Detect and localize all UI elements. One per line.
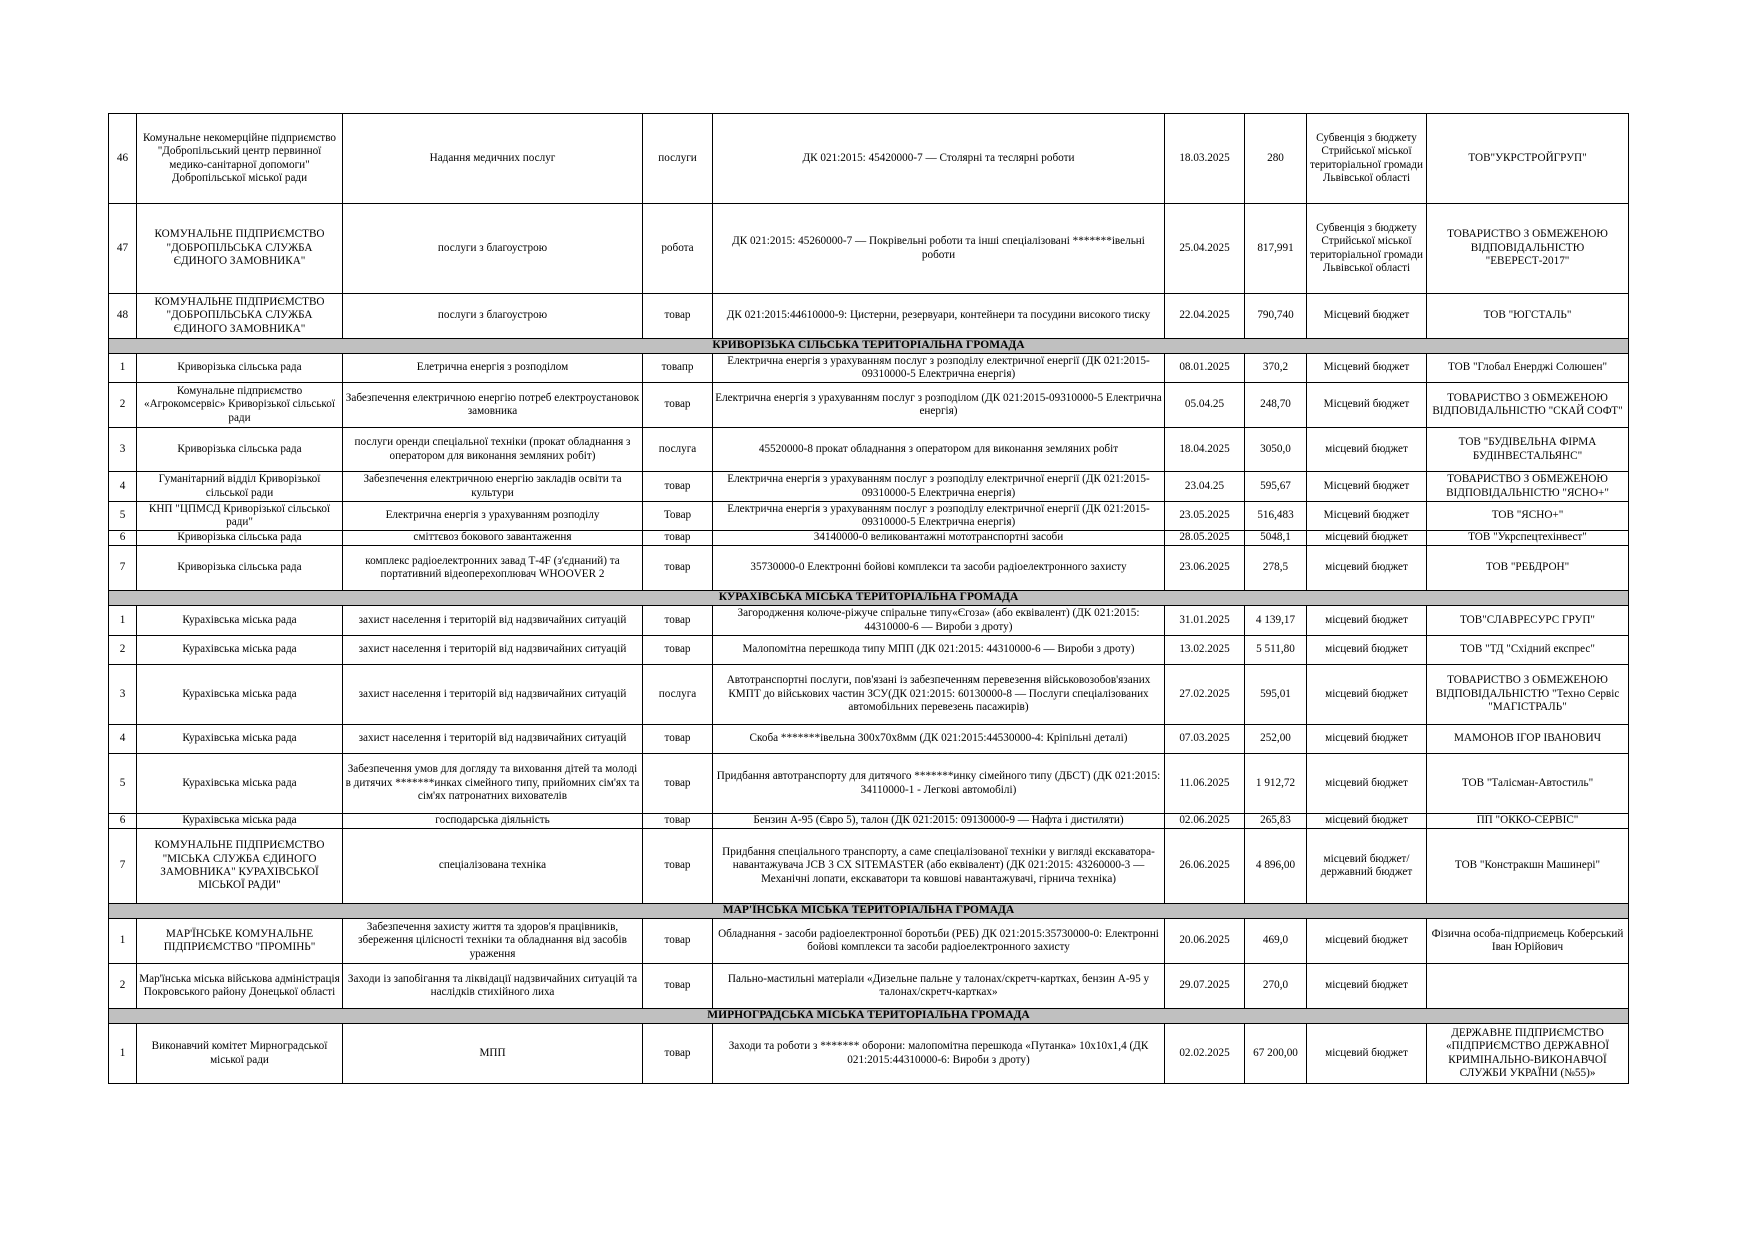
section-header-row — [109, 339, 1629, 354]
purchase-subject: Надання медичних послуг — [343, 114, 643, 204]
table-row — [109, 531, 1629, 546]
supplier-name: ТОВ"СЛАВРЕСУРС ГРУП" — [1427, 606, 1629, 636]
cpv-code: Придбання спеціального транспорту, а саме спеціалізованої техніки у вигляді екскаватора-навантажувача JCB 3 CX SITEMASTER (або еквівалент) (ДК 021:2015: 43260000-3 — Механічні лопати, екскаватори та ковшові навантажувачі, гірнича техніка) — [713, 829, 1165, 904]
purchase-subject: Заходи із запобігання та ліквідації надзвичайних ситуацій та наслідків стихійного лиха — [343, 964, 643, 1009]
purchase-subject: комплекс радіоелектронних завад Т-4F (з'єднаний) та портативний відеоперехоплювач WHOOVER 2 — [343, 546, 643, 591]
contract-amount: 67 200,00 — [1245, 1024, 1307, 1084]
cpv-code: Електрична енергія з урахуванням послуг з розподілом (ДК 021:2015-09310000-5 Електрична енергія) — [713, 383, 1165, 428]
row-number: 6 — [109, 814, 137, 829]
purchase-type: послуги — [643, 114, 713, 204]
purchase-subject: послуги оренди спеціальної техніки (прокат обладнання з оператором для виконання земляних робіт) — [343, 428, 643, 472]
customer-name: Комунальне некомерційне підприємство "Добропільський центр первинної медико-санітарної допомоги" Добропільської міської ради — [137, 114, 343, 204]
row-number: 3 — [109, 665, 137, 725]
funding-source: місцевий бюджет — [1307, 964, 1427, 1009]
supplier-name: ТОВ "РЕБДРОН" — [1427, 546, 1629, 591]
customer-name: КОМУНАЛЬНЕ ПІДПРИЄМСТВО "ДОБРОПІЛЬСЬКА СЛУЖБА ЄДИНОГО ЗАМОВНИКА" — [137, 294, 343, 339]
cpv-code: Малопомітна перешкода типу МПП (ДК 021:2015: 44310000-6 — Вироби з дроту) — [713, 636, 1165, 665]
customer-name: Курахівська міська рада — [137, 606, 343, 636]
supplier-name: ТОВ "ТД "Східний експрес" — [1427, 636, 1629, 665]
cpv-code: Електрична енергія з урахуванням послуг з розподілу електричної енергії (ДК 021:2015-09310000-5 Електрична енергія) — [713, 472, 1165, 502]
cpv-code: Скоба *******івельна 300х70х8мм (ДК 021:2015:44530000-4: Кріпільні деталі) — [713, 725, 1165, 754]
purchase-type: товар — [643, 754, 713, 814]
contract-date: 22.04.2025 — [1165, 294, 1245, 339]
funding-source: місцевий бюджет — [1307, 636, 1427, 665]
supplier-name: ДЕРЖАВНЕ ПІДПРИЄМСТВО «ПІДПРИЄМСТВО ДЕРЖАВНОЇ КРИМІНАЛЬНО-ВИКОНАВЧОЇ СЛУЖБИ УКРАЇНИ (№55)» — [1427, 1024, 1629, 1084]
contract-date: 31.01.2025 — [1165, 606, 1245, 636]
table-row — [109, 354, 1629, 383]
supplier-name: ТОВ "Глобал Енерджі Солюшен" — [1427, 354, 1629, 383]
table-row — [109, 606, 1629, 636]
customer-name: Курахівська міська рада — [137, 754, 343, 814]
funding-source: місцевий бюджет — [1307, 546, 1427, 591]
contract-date: 05.04.25 — [1165, 383, 1245, 428]
purchase-type: товар — [643, 829, 713, 904]
cpv-code: 45520000-8 прокат обладнання з оператором для виконання земляних робіт — [713, 428, 1165, 472]
purchase-type: товар — [643, 919, 713, 964]
contract-amount: 278,5 — [1245, 546, 1307, 591]
purchase-type: товар — [643, 383, 713, 428]
funding-source: місцевий бюджет — [1307, 531, 1427, 546]
contract-amount: 595,67 — [1245, 472, 1307, 502]
contract-amount: 3050,0 — [1245, 428, 1307, 472]
contract-date: 27.02.2025 — [1165, 665, 1245, 725]
cpv-code: ДК 021:2015: 45420000-7 — Столярні та теслярні роботи — [713, 114, 1165, 204]
contract-amount: 595,01 — [1245, 665, 1307, 725]
table-row — [109, 294, 1629, 339]
contract-date: 02.02.2025 — [1165, 1024, 1245, 1084]
row-number: 2 — [109, 636, 137, 665]
supplier-name — [1427, 964, 1629, 1009]
purchase-subject: послуги з благоустрою — [343, 294, 643, 339]
cpv-code: Автотранспортні послуги, пов'язані із забезпеченням перевезення військовозобов'язаних КМПТ до військових частин ЗСУ(ДК 021:2015: 60130000-8 — Послуги спеціалізованих автомобільних перевезень пасажирів) — [713, 665, 1165, 725]
customer-name: Курахівська міська рада — [137, 725, 343, 754]
table-row — [109, 472, 1629, 502]
contract-amount: 790,740 — [1245, 294, 1307, 339]
contract-date: 13.02.2025 — [1165, 636, 1245, 665]
row-number: 1 — [109, 1024, 137, 1084]
funding-source: Місцевий бюджет — [1307, 383, 1427, 428]
purchase-type: Товар — [643, 502, 713, 531]
purchase-subject: захист населення і територій від надзвичайних ситуацій — [343, 725, 643, 754]
table-row — [109, 383, 1629, 428]
supplier-name: ТОВ"УКРСТРОЙГРУП" — [1427, 114, 1629, 204]
cpv-code: ДК 021:2015: 45260000-7 — Покрівельні роботи та інші спеціалізовані *******івельні роботи — [713, 204, 1165, 294]
purchase-subject: послуги з благоустрою — [343, 204, 643, 294]
section-header-row — [109, 591, 1629, 606]
contract-date: 18.03.2025 — [1165, 114, 1245, 204]
purchase-type: послуга — [643, 665, 713, 725]
row-number: 1 — [109, 354, 137, 383]
supplier-name: ТОВ "Талісман-Автостиль" — [1427, 754, 1629, 814]
row-number: 5 — [109, 754, 137, 814]
purchase-subject: спеціалізована техніка — [343, 829, 643, 904]
purchase-type: товар — [643, 606, 713, 636]
section-title: МИРНОГРАДСЬКА МІСЬКА ТЕРИТОРІАЛЬНА ГРОМАДА — [109, 1009, 1629, 1024]
contract-amount: 265,83 — [1245, 814, 1307, 829]
purchase-type: товар — [643, 814, 713, 829]
funding-source: місцевий бюджет — [1307, 919, 1427, 964]
purchase-subject: захист населення і територій від надзвичайних ситуацій — [343, 665, 643, 725]
contract-amount: 1 912,72 — [1245, 754, 1307, 814]
funding-source: місцевий бюджет — [1307, 606, 1427, 636]
contract-amount: 5 511,80 — [1245, 636, 1307, 665]
cpv-code: 35730000-0 Електронні бойові комплекси та засоби радіоелектронного захисту — [713, 546, 1165, 591]
purchase-subject: захист населення і територій від надзвичайних ситуацій — [343, 606, 643, 636]
customer-name: Курахівська міська рада — [137, 665, 343, 725]
funding-source: місцевий бюджет/державний бюджет — [1307, 829, 1427, 904]
contract-date: 08.01.2025 — [1165, 354, 1245, 383]
section-title: КРИВОРІЗЬКА СІЛЬСЬКА ТЕРИТОРІАЛЬНА ГРОМАДА — [109, 339, 1629, 354]
customer-name: Курахівська міська рада — [137, 636, 343, 665]
customer-name: Криворізька сільська рада — [137, 354, 343, 383]
funding-source: місцевий бюджет — [1307, 428, 1427, 472]
row-number: 4 — [109, 725, 137, 754]
customer-name: Комунальне підприємство «Агрокомсервіс» Криворізької сільської ради — [137, 383, 343, 428]
table-row — [109, 964, 1629, 1009]
customer-name: КНП "ЦПМСД Криворізької сільської ради" — [137, 502, 343, 531]
contract-amount: 280 — [1245, 114, 1307, 204]
customer-name: КОМУНАЛЬНЕ ПІДПРИЄМСТВО "МІСЬКА СЛУЖБА ЄДИНОГО ЗАМОВНИКА" КУРАХІВСЬКОЇ МІСЬКОЇ РАДИ" — [137, 829, 343, 904]
cpv-code: Бензин А-95 (Євро 5), талон (ДК 021:2015: 09130000-9 — Нафта і дистиляти) — [713, 814, 1165, 829]
supplier-name: ПП "ОККО-СЕРВІС" — [1427, 814, 1629, 829]
contract-date: 20.06.2025 — [1165, 919, 1245, 964]
contract-amount: 370,2 — [1245, 354, 1307, 383]
section-header-row — [109, 904, 1629, 919]
contract-date: 29.07.2025 — [1165, 964, 1245, 1009]
supplier-name: ТОВ "Констракшн Машинері" — [1427, 829, 1629, 904]
customer-name: Криворізька сільська рада — [137, 428, 343, 472]
contract-date: 18.04.2025 — [1165, 428, 1245, 472]
contract-amount: 248,70 — [1245, 383, 1307, 428]
supplier-name: ТОВАРИСТВО З ОБМЕЖЕНОЮ ВІДПОВІДАЛЬНІСТЮ "Техно Сервіс "МАГІСТРАЛЬ" — [1427, 665, 1629, 725]
table-row — [109, 546, 1629, 591]
purchase-subject: Електрична енергія з урахуванням розподілу — [343, 502, 643, 531]
contract-date: 02.06.2025 — [1165, 814, 1245, 829]
contract-date: 23.05.2025 — [1165, 502, 1245, 531]
contract-date: 07.03.2025 — [1165, 725, 1245, 754]
contract-date: 28.05.2025 — [1165, 531, 1245, 546]
funding-source: Місцевий бюджет — [1307, 502, 1427, 531]
purchase-subject: захист населення і територій від надзвичайних ситуацій — [343, 636, 643, 665]
row-number: 47 — [109, 204, 137, 294]
supplier-name: Фізична особа-підприємець Коберський Іван Юрійович — [1427, 919, 1629, 964]
purchase-type: товар — [643, 964, 713, 1009]
section-header-row — [109, 1009, 1629, 1024]
row-number: 6 — [109, 531, 137, 546]
procurement-table — [108, 113, 1629, 1084]
contract-amount: 4 139,17 — [1245, 606, 1307, 636]
contract-amount: 270,0 — [1245, 964, 1307, 1009]
section-title: МАР'ЇНСЬКА МІСЬКА ТЕРИТОРІАЛЬНА ГРОМАДА — [109, 904, 1629, 919]
row-number: 48 — [109, 294, 137, 339]
contract-date: 26.06.2025 — [1165, 829, 1245, 904]
customer-name: Криворізька сільська рада — [137, 546, 343, 591]
row-number: 2 — [109, 383, 137, 428]
row-number: 3 — [109, 428, 137, 472]
purchase-subject: Забезпечення захисту життя та здоров'я працівників, збереження цілісності техніки та обладнання від засобів ураження — [343, 919, 643, 964]
table-row — [109, 665, 1629, 725]
row-number: 1 — [109, 606, 137, 636]
funding-source: Субвенція з бюджету Стрийської міської територіальної громади Львівської області — [1307, 114, 1427, 204]
supplier-name: ТОВАРИСТВО З ОБМЕЖЕНОЮ ВІДПОВІДАЛЬНІСТЮ "ЯСНО+" — [1427, 472, 1629, 502]
purchase-type: товар — [643, 294, 713, 339]
table-row — [109, 204, 1629, 294]
contract-amount: 817,991 — [1245, 204, 1307, 294]
purchase-subject: Забезпечення електричною енергію закладів освіти та культури — [343, 472, 643, 502]
contract-amount: 4 896,00 — [1245, 829, 1307, 904]
cpv-code: ДК 021:2015:44610000-9: Цистерни, резервуари, контейнери та посудини високого тиску — [713, 294, 1165, 339]
purchase-type: товар — [643, 1024, 713, 1084]
funding-source: місцевий бюджет — [1307, 1024, 1427, 1084]
funding-source: місцевий бюджет — [1307, 725, 1427, 754]
table-row — [109, 754, 1629, 814]
contract-date: 23.04.25 — [1165, 472, 1245, 502]
row-number: 2 — [109, 964, 137, 1009]
table-row — [109, 919, 1629, 964]
funding-source: Місцевий бюджет — [1307, 472, 1427, 502]
purchase-subject: Елетрична енергія з розподілом — [343, 354, 643, 383]
cpv-code: Електрична енергія з урахуванням послуг з розподілу електричної енергії (ДК 021:2015-09310000-5 Електрична енергія) — [713, 502, 1165, 531]
contract-amount: 5048,1 — [1245, 531, 1307, 546]
row-number: 4 — [109, 472, 137, 502]
table-row — [109, 725, 1629, 754]
customer-name: МАР'ЇНСЬКЕ КОМУНАЛЬНЕ ПІДПРИЄМСТВО "ПРОМІНЬ" — [137, 919, 343, 964]
supplier-name: ТОВ "ЮГСТАЛЬ" — [1427, 294, 1629, 339]
section-title: КУРАХІВСЬКА МІСЬКА ТЕРИТОРІАЛЬНА ГРОМАДА — [109, 591, 1629, 606]
funding-source: місцевий бюджет — [1307, 665, 1427, 725]
supplier-name: ТОВАРИСТВО З ОБМЕЖЕНОЮ ВІДПОВІДАЛЬНІСТЮ "ЕВЕРЕСТ-2017" — [1427, 204, 1629, 294]
row-number: 7 — [109, 546, 137, 591]
cpv-code: Придбання автотранспорту для дитячого *******инку сімейного типу (ДБСТ) (ДК 021:2015: 34110000-1 - Легкові автомобілі) — [713, 754, 1165, 814]
table-row — [109, 502, 1629, 531]
funding-source: Субвенція з бюджету Стрийської міської територіальної громади Львівської області — [1307, 204, 1427, 294]
purchase-type: робота — [643, 204, 713, 294]
cpv-code: Обладнання - засоби радіоелектронної боротьби (РЕБ) ДК 021:2015:35730000-0: Електронні бойові комплекси та засоби радіоелектронного захисту — [713, 919, 1165, 964]
purchase-subject: Забезпечення умов для догляду та виховання дітей та молоді в дитячих *******инках сімейного типу, прийомних сім'ях та сім'ях патронатних вихователів — [343, 754, 643, 814]
table-row — [109, 829, 1629, 904]
purchase-type: товапр — [643, 354, 713, 383]
cpv-code: Загородження колюче-ріжуче спіральне типу«Єгоза» (або еквівалент) (ДК 021:2015: 44310000-6 — Вироби з дроту) — [713, 606, 1165, 636]
cpv-code: Електрична енергія з урахуванням послуг з розподілу електричної енергії (ДК 021:2015-09310000-5 Електрична енергія) — [713, 354, 1165, 383]
row-number: 1 — [109, 919, 137, 964]
contract-amount: 469,0 — [1245, 919, 1307, 964]
purchase-type: товар — [643, 472, 713, 502]
customer-name: Виконавчий комітет Мирноградської міської ради — [137, 1024, 343, 1084]
cpv-code: Пально-мастильні матеріали «Дизельне пальне у талонах/скретч-картках, бензин А-95 у талонах/скретч-картках» — [713, 964, 1165, 1009]
contract-date: 25.04.2025 — [1165, 204, 1245, 294]
contract-date: 11.06.2025 — [1165, 754, 1245, 814]
customer-name: Криворізька сільська рада — [137, 531, 343, 546]
table-row — [109, 114, 1629, 204]
customer-name: Гуманітарний відділ Криворізької сільської ради — [137, 472, 343, 502]
customer-name: Мар'їнська міська військова адміністрація Покровського району Донецької області — [137, 964, 343, 1009]
purchase-subject: сміттєвоз бокового завантаження — [343, 531, 643, 546]
funding-source: Місцевий бюджет — [1307, 354, 1427, 383]
supplier-name: ТОВ "БУДІВЕЛЬНА ФІРМА БУДІНВЕСТАЛЬЯНС" — [1427, 428, 1629, 472]
purchase-type: товар — [643, 531, 713, 546]
supplier-name: ТОВ "Укрспецтехінвест" — [1427, 531, 1629, 546]
table-row — [109, 1024, 1629, 1084]
customer-name: КОМУНАЛЬНЕ ПІДПРИЄМСТВО "ДОБРОПІЛЬСЬКА СЛУЖБА ЄДИНОГО ЗАМОВНИКА" — [137, 204, 343, 294]
table-row — [109, 814, 1629, 829]
purchase-subject: МПП — [343, 1024, 643, 1084]
customer-name: Курахівська міська рада — [137, 814, 343, 829]
funding-source: місцевий бюджет — [1307, 754, 1427, 814]
table-row — [109, 428, 1629, 472]
table-row — [109, 636, 1629, 665]
supplier-name: ТОВ "ЯСНО+" — [1427, 502, 1629, 531]
supplier-name: МАМОНОВ ІГОР ІВАНОВИЧ — [1427, 725, 1629, 754]
purchase-type: товар — [643, 636, 713, 665]
purchase-subject: господарська діяльність — [343, 814, 643, 829]
contract-amount: 516,483 — [1245, 502, 1307, 531]
row-number: 5 — [109, 502, 137, 531]
funding-source: Місцевий бюджет — [1307, 294, 1427, 339]
purchase-type: товар — [643, 725, 713, 754]
funding-source: місцевий бюджет — [1307, 814, 1427, 829]
row-number: 46 — [109, 114, 137, 204]
supplier-name: ТОВАРИСТВО З ОБМЕЖЕНОЮ ВІДПОВІДАЛЬНІСТЮ "СКАЙ СОФТ" — [1427, 383, 1629, 428]
purchase-type: послуга — [643, 428, 713, 472]
contract-amount: 252,00 — [1245, 725, 1307, 754]
purchase-subject: Забезпечення електричною енергію потреб електроустановок замовника — [343, 383, 643, 428]
row-number: 7 — [109, 829, 137, 904]
cpv-code: Заходи та роботи з ******* оборони: малопомітна перешкода «Путанка» 10х10х1,4 (ДК 021:2015:44310000-6: Вироби з дроту) — [713, 1024, 1165, 1084]
contract-date: 23.06.2025 — [1165, 546, 1245, 591]
cpv-code: 34140000-0 великовантажні мототранспортні засоби — [713, 531, 1165, 546]
purchase-type: товар — [643, 546, 713, 591]
